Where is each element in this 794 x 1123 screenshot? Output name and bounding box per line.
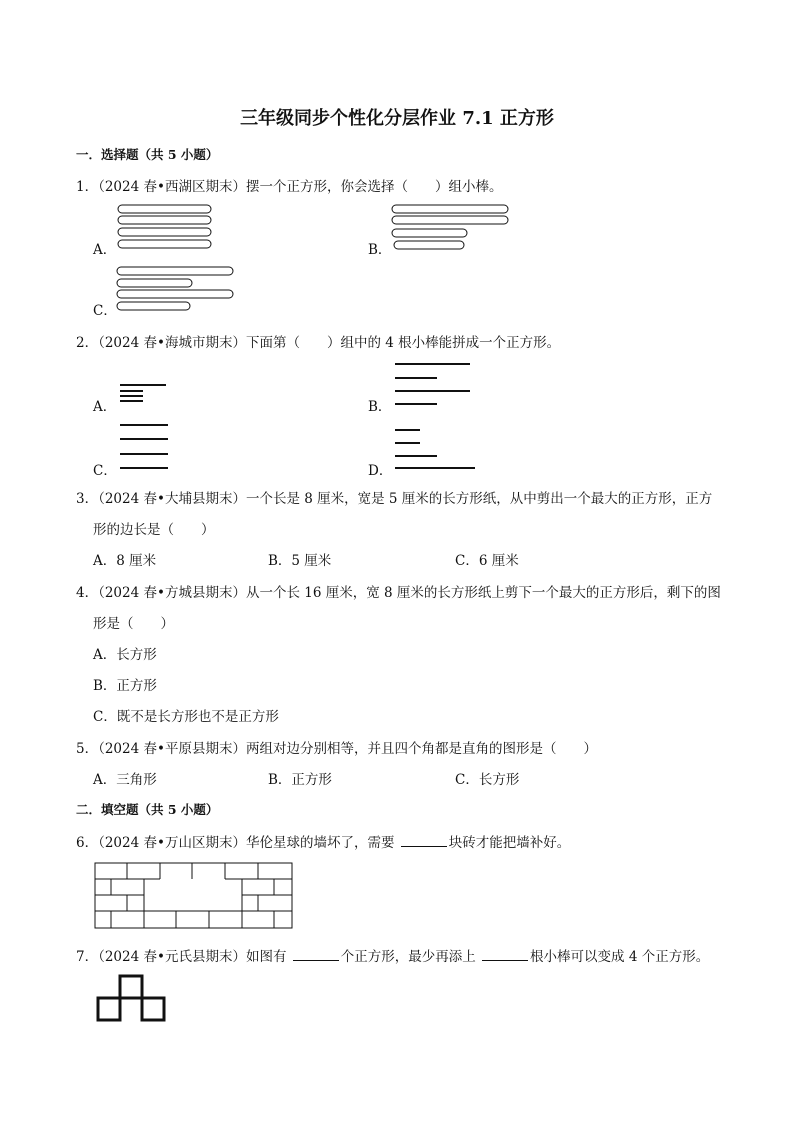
- question-3-line-1: 3．（2024 春•大埔县期末）一个长是 8 厘米，宽是 5 厘米的长方形纸，从中剪出一个最大的正方形，正方: [76, 491, 713, 507]
- q6-answer-blank[interactable]: [401, 834, 447, 847]
- broken-wall-figure: [94, 862, 294, 930]
- q6-text-pre: 6．（2024 春•万山区期末）华伦星球的墙坏了，需要: [76, 835, 399, 851]
- question-4-line-1: 4．（2024 春•方城县期末）从一个长 16 厘米，宽 8 厘米的长方形纸上剪下一个最大的正方形后，剩下的图: [76, 585, 721, 601]
- q7-text-pre: 7．（2024 春•元氏县期末）如图有: [76, 949, 291, 965]
- q3-option-b[interactable]: B．5 厘米: [268, 553, 332, 569]
- q2-option-a-label[interactable]: A．: [93, 399, 117, 415]
- q5-option-b[interactable]: B．正方形: [268, 772, 332, 788]
- question-5: 5．（2024 春•平原县期末）两组对边分别相等，并且四个角都是直角的图形是（ ）: [76, 741, 597, 757]
- section-fill-heading: 二．填空题（共 5 小题）: [76, 802, 219, 817]
- q1-option-c-sticks: [114, 266, 239, 314]
- question-1: 1．（2024 春•西湖区期末）摆一个正方形，你会选择（ ）组小棒。: [76, 179, 503, 195]
- question-2: 2．（2024 春•海城市期末）下面第（ ）组中的 4 根小棒能拼成一个正方形。: [76, 335, 561, 351]
- q1-option-b-sticks: [390, 204, 515, 252]
- q6-text-post: 块砖才能把墙补好。: [448, 835, 571, 851]
- q5-option-c[interactable]: C．长方形: [455, 772, 520, 788]
- q2-option-b-label[interactable]: B．: [368, 399, 392, 415]
- q2-option-c-label[interactable]: C．: [93, 463, 117, 479]
- section-choice-heading: 一．选择题（共 5 小题）: [76, 147, 219, 162]
- question-4-line-2: 形是（ ）: [93, 616, 174, 632]
- question-7: [76, 945, 709, 965]
- q4-option-c[interactable]: C．既不是长方形也不是正方形: [93, 709, 279, 725]
- q4-option-b[interactable]: B．正方形: [93, 678, 157, 694]
- q3-option-a[interactable]: A．8 厘米: [93, 553, 157, 569]
- q1-option-c-label[interactable]: C．: [93, 303, 117, 319]
- q4-option-a[interactable]: A．长方形: [93, 647, 157, 663]
- q2-option-d-sticks: [393, 424, 478, 472]
- q7-answer-blank-2[interactable]: [482, 948, 528, 961]
- page-title: 三年级同步个性化分层作业 7.1 正方形: [240, 108, 554, 129]
- q7-answer-blank-1[interactable]: [293, 948, 339, 961]
- q2-option-a-sticks: [118, 380, 168, 406]
- q5-option-a[interactable]: A．三角形: [93, 772, 157, 788]
- q2-option-d-label[interactable]: D．: [368, 463, 393, 479]
- q1-option-a-label[interactable]: A．: [93, 242, 117, 258]
- q7-text-mid: 个正方形，最少再添上: [340, 949, 481, 965]
- q2-option-c-sticks: [118, 419, 173, 473]
- q7-text-post: 根小棒可以变成 4 个正方形。: [530, 949, 710, 965]
- q1-option-b-label[interactable]: B．: [368, 242, 392, 258]
- q1-option-a-sticks: [115, 204, 215, 252]
- matchstick-squares-figure: [95, 975, 167, 1023]
- question-6: [76, 831, 570, 851]
- q3-option-c[interactable]: C．6 厘米: [455, 553, 519, 569]
- q2-option-b-sticks: [393, 358, 473, 408]
- question-3-line-2: 形的边长是（ ）: [93, 522, 215, 538]
